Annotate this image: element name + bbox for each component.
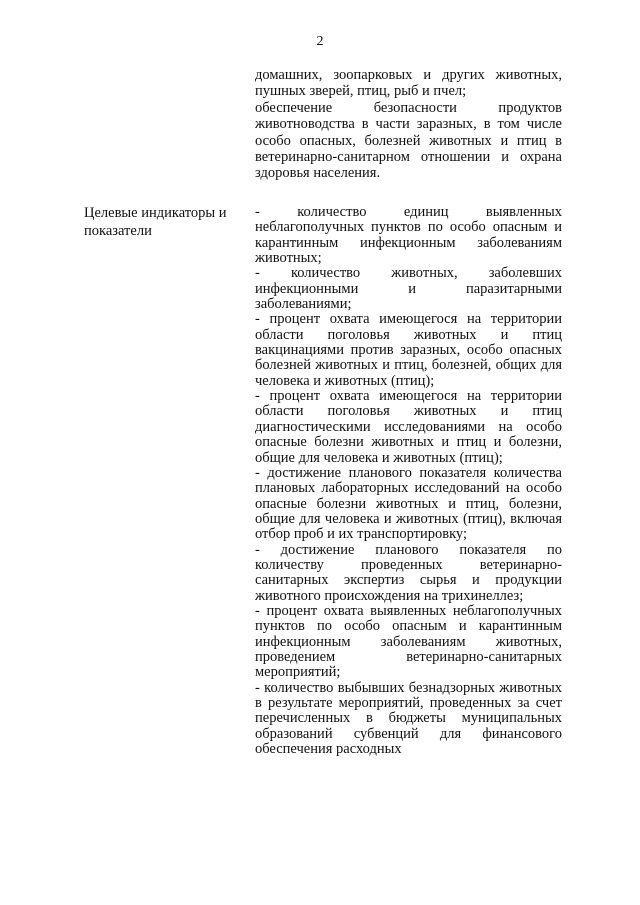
row-content [255,67,562,182]
list-item: - достижение планового показателя по количеству проведенных ветеринарно-санитарных экспертиз сырья и продукции животного происхождения на трихинеллез; [255,541,562,604]
list-item: - количество выбывших безнадзорных животных в результате мероприятий, проведенных за счет перечисленных в бюджеты муниципальных образований субвенций для финансового обеспечения расходных [255,679,562,758]
list-item: - процент охвата имеющегося на территории области поголовья животных и птиц диагностическими исследованиями на особо опасные болезни животных и птиц и болезни, общие для человека и животных (птиц); [255,388,562,466]
list-item: - процент охвата имеющегося на территории области поголовья животных и птиц вакцинациями против заразных, особо опасных болезней животных и птиц, болезней, общих для человека и животных (птиц); [255,311,562,389]
list-item: - достижение планового показателя количества плановых лабораторных исследований на особо опасные болезни животных и птиц, болезни, общие для человека и животных (птиц), включая отбор проб и их транспортировку; [255,464,562,543]
list-item: - количество животных, заболевших инфекционными и паразитарными заболеваниями; [255,265,562,313]
row-content [255,205,562,757]
row-label: Целевые индикаторы и показатели [84,205,227,239]
list-item: - количество единиц выявленных неблагополучных пунктов по особо опасным и карантинным инфекционным заболеваниям животных; [255,204,562,267]
list-item: - процент охвата выявленных неблагополучных пунктов по особо опасным и карантинным инфекционным заболеваниям животных, проведением ветеринарно-санитарных мероприятий; [255,602,562,681]
paragraph: домашних, зоопарковых и других животных, пушных зверей, птиц, рыб и пчел; [255,67,562,100]
page-number: 2 [316,34,324,49]
paragraph: обеспечение безопасности продуктов животноводства в части заразных, в том числе особо опасных, болезней животных и птиц в ветеринарно-санитарном отношении и охрана здоровья населения. [255,99,562,182]
